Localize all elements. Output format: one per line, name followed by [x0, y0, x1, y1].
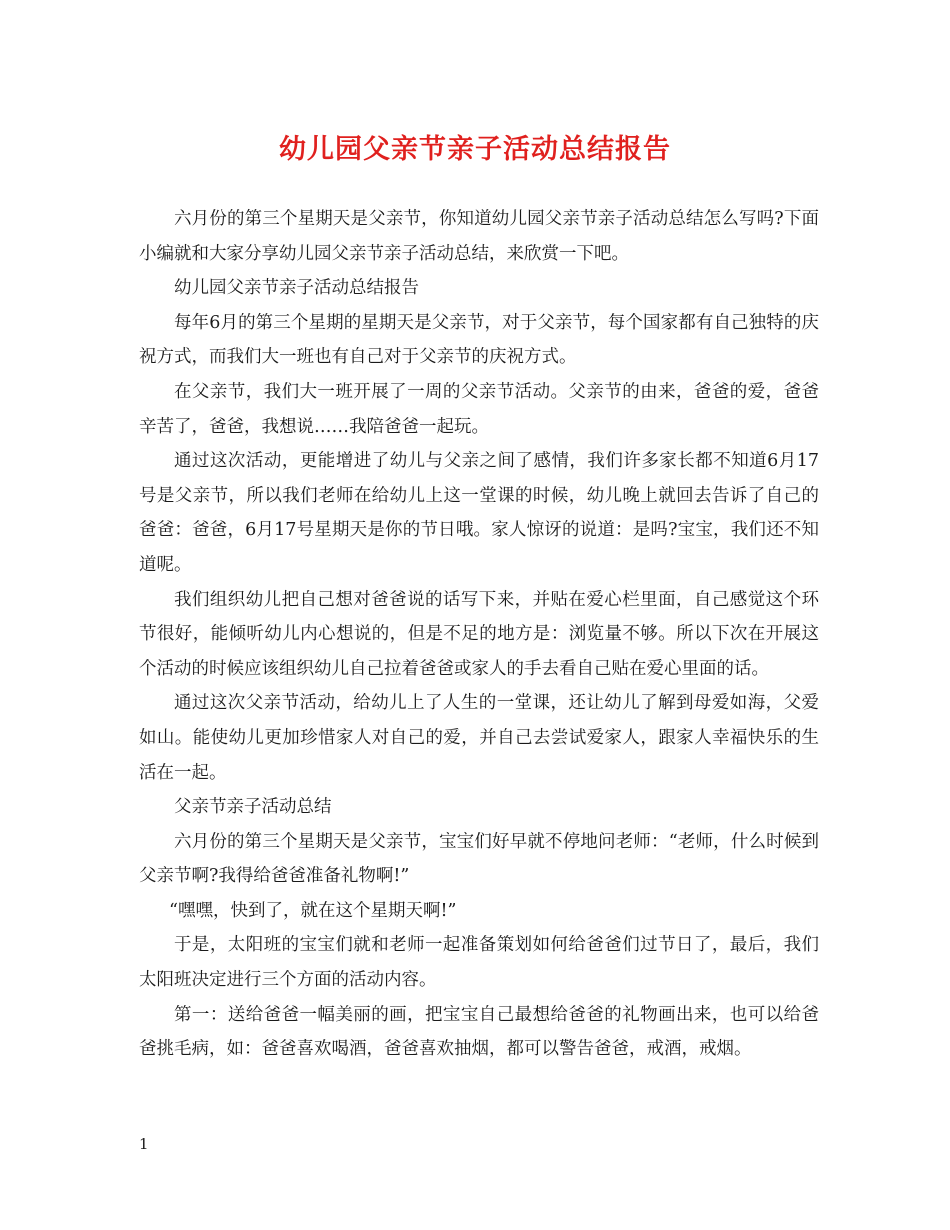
paragraph: 于是，太阳班的宝宝们就和老师一起准备策划如何给爸爸们过节日了，最后，我们太阳班决定进行三个方面的活动内容。 — [139, 935, 819, 991]
paragraph: 六月份的第三个星期天是父亲节，宝宝们好早就不停地问老师：“老师，什么时候到父亲节啊?我得给爸爸准备礼物啊!” — [139, 831, 819, 887]
paragraph-quote: “嘿嘿，快到了，就在这个星期天啊!” — [169, 900, 457, 921]
paragraph: 每年6月的第三个星期的星期天是父亲节，对于父亲节，每个国家都有自己独特的庆祝方式，而我们大一班也有自己对于父亲节的庆祝方式。 — [139, 312, 819, 368]
document-body — [139, 202, 819, 1067]
paragraph: 通过这次活动，更能增进了幼儿与父亲之间了感情，我们许多家长都不知道6月17号是父亲节，所以我们老师在给幼儿上这一堂课的时候，幼儿晚上就回去告诉了自己的爸爸：爸爸，6月17号星期天是你的节日哦。家人惊讶的说道：是吗?宝宝，我们还不知道呢。 — [139, 451, 819, 575]
paragraph: 第一：送给爸爸一幅美丽的画，把宝宝自己最想给爸爸的礼物画出来，也可以给爸爸挑毛病，如：爸爸喜欢喝酒，爸爸喜欢抽烟，都可以警告爸爸，戒酒，戒烟。 — [139, 1004, 819, 1060]
document-title: 幼儿园父亲节亲子活动总结报告 — [279, 134, 671, 165]
paragraph-intro: 六月份的第三个星期天是父亲节，你知道幼儿园父亲节亲子活动总结怎么写吗?下面小编就和大家分享幼儿园父亲节亲子活动总结，来欣赏一下吧。 — [139, 209, 819, 264]
paragraph: 通过这次父亲节活动，给幼儿上了人生的一堂课，还让幼儿了解到母爱如海，父爱如山。能使幼儿更加珍惜家人对自己的爱，并自己去尝试爱家人，跟家人幸福快乐的生活在一起。 — [139, 693, 819, 783]
paragraph: 我们组织幼儿把自己想对爸爸说的话写下来，并贴在爱心栏里面，自己感觉这个环节很好，能倾听幼儿内心想说的，但是不足的地方是：浏览量不够。所以下次在开展这个活动的时候应该组织幼儿自己拉着爸爸或家人的手去看自己贴在爱心里面的话。 — [139, 589, 819, 679]
section-heading-summary: 父亲节亲子活动总结 — [174, 797, 332, 818]
section-heading-report: 幼儿园父亲节亲子活动总结报告 — [174, 278, 419, 299]
page-number: 1 — [139, 1135, 149, 1153]
paragraph: 在父亲节，我们大一班开展了一周的父亲节活动。父亲节的由来，爸爸的爱，爸爸辛苦了，爸爸，我想说……我陪爸爸一起玩。 — [139, 381, 819, 437]
